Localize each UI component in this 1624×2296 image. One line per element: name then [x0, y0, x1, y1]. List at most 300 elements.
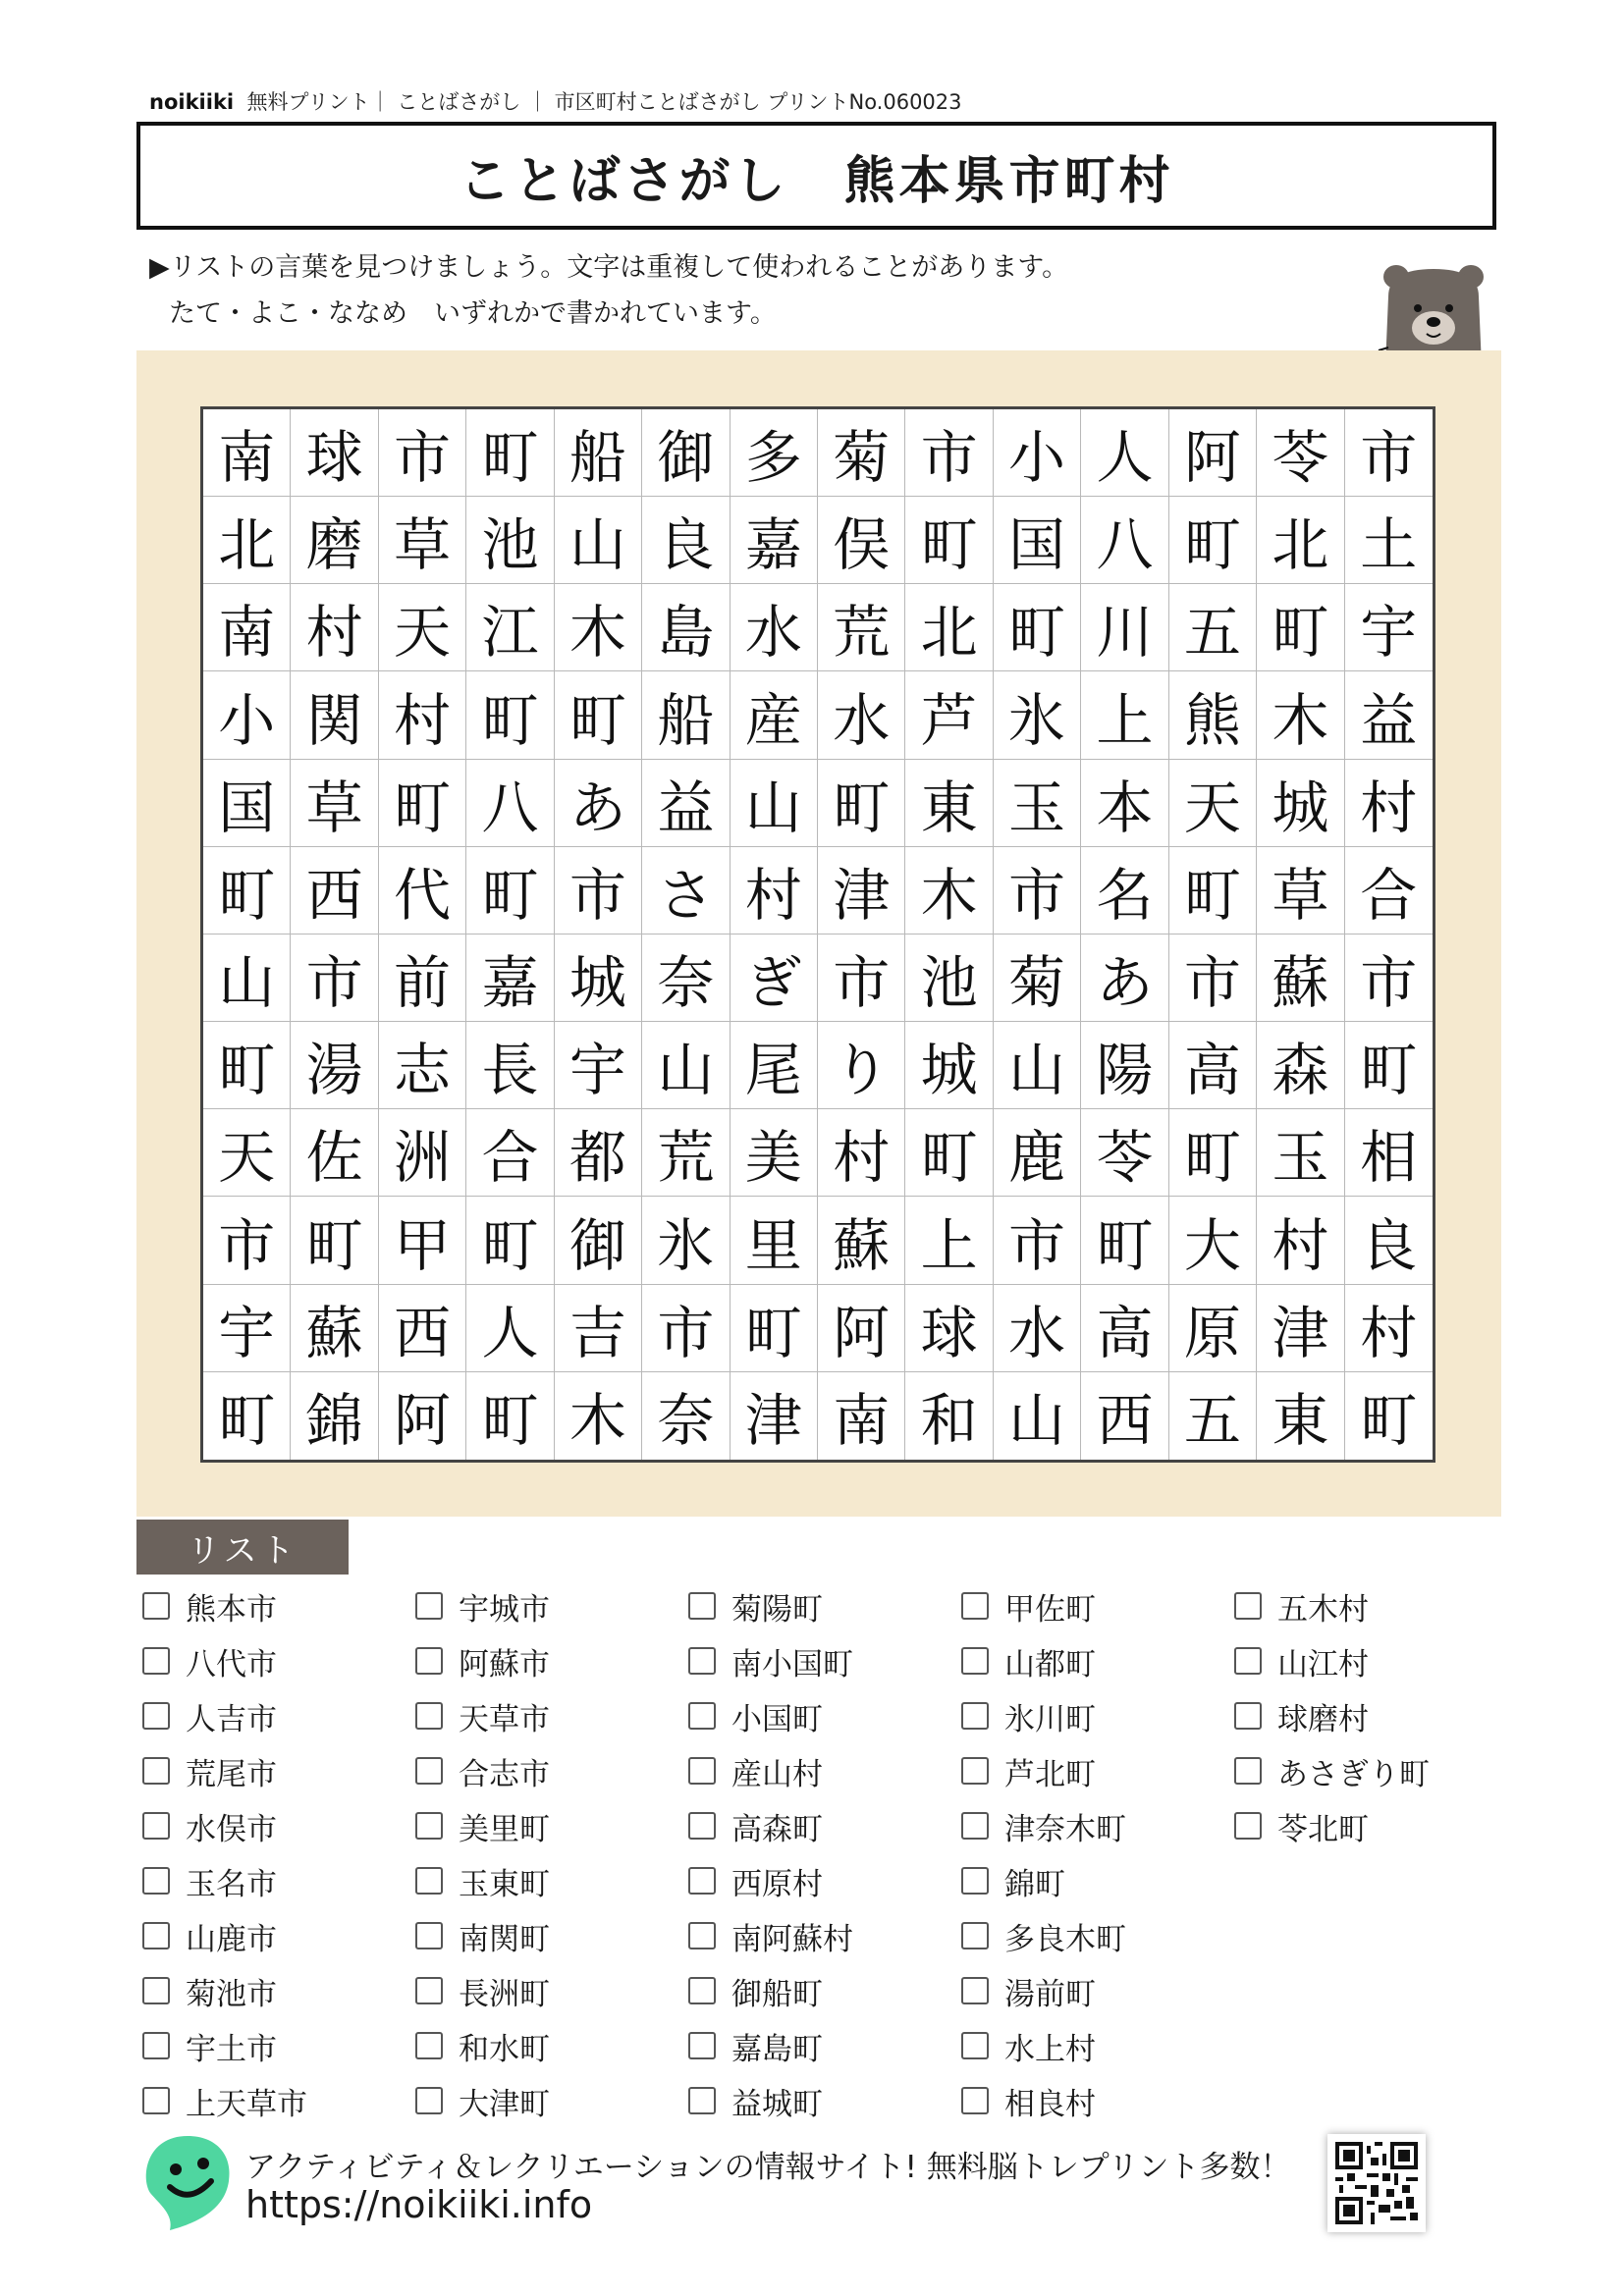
- list-item-label: 玉名市: [186, 1866, 277, 1902]
- grid-cell: 上: [905, 1197, 993, 1284]
- grid-cell: 御: [555, 1197, 642, 1284]
- checkbox[interactable]: [142, 1867, 170, 1895]
- grid-cell: 町: [466, 847, 554, 934]
- grid-cell: 天: [203, 1109, 291, 1197]
- list-item: [961, 1578, 1126, 1633]
- word-list-column-1: [142, 1578, 307, 2128]
- checkbox[interactable]: [142, 1647, 170, 1675]
- checkbox[interactable]: [688, 1757, 716, 1785]
- checkbox[interactable]: [142, 1592, 170, 1620]
- list-item: [1234, 1743, 1430, 1798]
- checkbox[interactable]: [961, 1647, 989, 1675]
- list-item: [1234, 1798, 1430, 1853]
- grid-cell: 阿: [379, 1372, 466, 1460]
- word-list-column-4: [961, 1578, 1126, 2128]
- checkbox[interactable]: [961, 1757, 989, 1785]
- grid-cell: 吉: [555, 1285, 642, 1372]
- list-item-label: 山江村: [1277, 1646, 1369, 1682]
- checkbox[interactable]: [688, 1592, 716, 1620]
- list-item: [415, 1908, 550, 1963]
- title-box: [136, 122, 1496, 230]
- list-item-label: 球磨村: [1277, 1701, 1369, 1737]
- checkbox[interactable]: [688, 2087, 716, 2114]
- grid-cell: 町: [994, 584, 1081, 671]
- checkbox[interactable]: [961, 1867, 989, 1895]
- grid-cell: 山: [642, 1022, 730, 1109]
- checkbox[interactable]: [415, 1592, 443, 1620]
- grid-cell: 東: [905, 760, 993, 847]
- grid-cell: 荒: [818, 584, 905, 671]
- checkbox[interactable]: [1234, 1647, 1262, 1675]
- grid-cell: 城: [905, 1022, 993, 1109]
- list-item-label: 宇土市: [186, 2031, 277, 2067]
- grid-cell: 村: [291, 584, 378, 671]
- checkbox[interactable]: [961, 1812, 989, 1840]
- grid-cell: 市: [1345, 934, 1433, 1022]
- grid-cell: 市: [291, 934, 378, 1022]
- grid-cell: 船: [555, 409, 642, 497]
- list-item-label: 甲佐町: [1004, 1591, 1096, 1628]
- checkbox[interactable]: [142, 2087, 170, 2114]
- grid-cell: 市: [642, 1285, 730, 1372]
- grid-cell: 小: [203, 671, 291, 759]
- list-item-label: 南小国町: [731, 1646, 853, 1682]
- grid-cell: 相: [1345, 1109, 1433, 1197]
- grid-cell: 市: [905, 409, 993, 497]
- grid-cell: 村: [1257, 1197, 1344, 1284]
- grid-cell: 市: [1345, 409, 1433, 497]
- checkbox[interactable]: [961, 2087, 989, 2114]
- list-item-label: 嘉島町: [731, 2031, 823, 2067]
- grid-cell: 球: [905, 1285, 993, 1372]
- grid-cell: 町: [466, 1197, 554, 1284]
- checkbox[interactable]: [961, 1977, 989, 2004]
- grid-cell: 嘉: [731, 497, 818, 584]
- word-list-column-2: [415, 1578, 550, 2128]
- instruction-line-2: たて・よこ・ななめ いずれかで書かれています。: [169, 298, 777, 329]
- list-item: [142, 2018, 307, 2073]
- list-item: [415, 2018, 550, 2073]
- list-item: [1234, 1633, 1430, 1688]
- list-item: [961, 1963, 1126, 2018]
- list-item: [961, 1853, 1126, 1908]
- grid-cell: 嘉: [466, 934, 554, 1022]
- grid-cell: 森: [1257, 1022, 1344, 1109]
- grid-cell: 町: [203, 847, 291, 934]
- grid-cell: 益: [1345, 671, 1433, 759]
- checkbox[interactable]: [415, 2032, 443, 2059]
- list-item-label: 菊池市: [186, 1976, 277, 2012]
- grid-cell: 西: [1081, 1372, 1168, 1460]
- grid-cell: 蘇: [818, 1197, 905, 1284]
- grid-cell: 五: [1169, 584, 1257, 671]
- list-item-label: 南阿蘇村: [731, 1921, 853, 1957]
- grid-cell: 船: [642, 671, 730, 759]
- list-item: [961, 2018, 1126, 2073]
- grid-cell: 人: [1081, 409, 1168, 497]
- grid-cell: 城: [555, 934, 642, 1022]
- list-item-label: 人吉市: [186, 1701, 277, 1737]
- grid-cell: 水: [731, 584, 818, 671]
- list-item: [415, 1798, 550, 1853]
- grid-cell: 村: [818, 1109, 905, 1197]
- grid-cell: 津: [1257, 1285, 1344, 1372]
- grid-cell: 山: [994, 1022, 1081, 1109]
- list-item-label: 熊本市: [186, 1591, 277, 1628]
- list-item-label: 合志市: [459, 1756, 550, 1792]
- grid-cell: 良: [642, 497, 730, 584]
- checkbox[interactable]: [1234, 1757, 1262, 1785]
- checkbox[interactable]: [415, 1922, 443, 1949]
- grid-cell: 湯: [291, 1022, 378, 1109]
- grid-cell: 蘇: [1257, 934, 1344, 1022]
- list-item-label: 産山村: [731, 1756, 823, 1792]
- grid-cell: 市: [379, 409, 466, 497]
- grid-cell: 西: [379, 1285, 466, 1372]
- grid-cell: 甲: [379, 1197, 466, 1284]
- checkbox[interactable]: [961, 1702, 989, 1730]
- grid-cell: 津: [731, 1372, 818, 1460]
- checkbox[interactable]: [415, 1647, 443, 1675]
- list-item-label: あさぎり町: [1277, 1756, 1430, 1792]
- grid-cell: 土: [1345, 497, 1433, 584]
- grid-cell: 北: [1257, 497, 1344, 584]
- grid-cell: 江: [466, 584, 554, 671]
- grid-cell: 市: [203, 1197, 291, 1284]
- checkbox[interactable]: [688, 1867, 716, 1895]
- list-item: [688, 1743, 853, 1798]
- grid-cell: 町: [905, 1109, 993, 1197]
- list-item-label: 菊陽町: [731, 1591, 823, 1628]
- list-item-label: 相良村: [1004, 2086, 1096, 2122]
- list-item: [688, 1633, 853, 1688]
- grid-cell: 和: [905, 1372, 993, 1460]
- grid-cell: 合: [1345, 847, 1433, 934]
- checkbox[interactable]: [142, 1702, 170, 1730]
- grid-cell: 町: [1169, 1109, 1257, 1197]
- checkbox[interactable]: [961, 1922, 989, 1949]
- grid-cell: 町: [466, 1372, 554, 1460]
- list-item: [142, 1798, 307, 1853]
- list-item: [961, 1798, 1126, 1853]
- list-item-label: 御船町: [731, 1976, 823, 2012]
- grid-cell: 良: [1345, 1197, 1433, 1284]
- list-item-label: 五木村: [1277, 1591, 1369, 1628]
- grid-cell: 町: [466, 409, 554, 497]
- list-item: [1234, 1578, 1430, 1633]
- list-item-label: 氷川町: [1004, 1701, 1096, 1737]
- list-item: [142, 1743, 307, 1798]
- grid-cell: 町: [1169, 497, 1257, 584]
- grid-cell: 美: [731, 1109, 818, 1197]
- grid-cell: 尾: [731, 1022, 818, 1109]
- grid-cell: 人: [466, 1285, 554, 1372]
- grid-cell: 氷: [642, 1197, 730, 1284]
- list-item: [142, 2073, 307, 2128]
- grid-cell: 町: [1257, 584, 1344, 671]
- list-item: [142, 1633, 307, 1688]
- list-item: [142, 1578, 307, 1633]
- grid-cell: 俣: [818, 497, 905, 584]
- grid-cell: り: [818, 1022, 905, 1109]
- grid-cell: 草: [291, 760, 378, 847]
- grid-cell: 都: [555, 1109, 642, 1197]
- list-item: [688, 1578, 853, 1633]
- grid-cell: 町: [379, 760, 466, 847]
- grid-cell: 町: [1360, 1387, 1418, 1455]
- list-item: [688, 1853, 853, 1908]
- list-item: [415, 1853, 550, 1908]
- grid-cell: 八: [466, 760, 554, 847]
- grid-cell: 町: [1345, 1022, 1433, 1109]
- list-item-label: 水上村: [1004, 2031, 1096, 2067]
- list-item: [142, 1963, 307, 2018]
- list-item: [688, 2073, 853, 2128]
- grid-cell: 町: [555, 671, 642, 759]
- grid-cell: 草: [379, 497, 466, 584]
- grid-cell: 市: [994, 1197, 1081, 1284]
- grid-cell: 八: [1081, 497, 1168, 584]
- grid-cell: 阿: [1169, 409, 1257, 497]
- list-tab: リスト: [136, 1520, 349, 1575]
- checkbox[interactable]: [415, 1702, 443, 1730]
- grid-cell: 町: [203, 1022, 291, 1109]
- grid-cell: 陽: [1081, 1022, 1168, 1109]
- checkbox[interactable]: [961, 1592, 989, 1620]
- grid-cell: 奈: [642, 1372, 730, 1460]
- grid-cell: 御: [642, 409, 730, 497]
- list-item-label: 天草市: [459, 1701, 550, 1737]
- grid-cell: 大: [1169, 1197, 1257, 1284]
- grid-cell: 国: [203, 760, 291, 847]
- grid-cell: 山: [203, 934, 291, 1022]
- list-item-label: 錦町: [1004, 1866, 1065, 1902]
- grid-cell: 木: [1257, 671, 1344, 759]
- grid-cell: 天: [1169, 760, 1257, 847]
- list-item: [415, 1633, 550, 1688]
- list-item: [688, 1908, 853, 1963]
- footer-url-link[interactable]: https://noikiiki.info: [245, 2183, 593, 2226]
- list-item-label: 益城町: [731, 2086, 823, 2122]
- grid-cell: 水: [818, 671, 905, 759]
- grid-cell: 合: [466, 1109, 554, 1197]
- list-item-label: 苓北町: [1277, 1811, 1369, 1847]
- checkbox[interactable]: [688, 1922, 716, 1949]
- checkbox[interactable]: [415, 1867, 443, 1895]
- list-item-label: 上天草市: [186, 2086, 307, 2122]
- grid-cell: 町: [466, 671, 554, 759]
- list-item: [688, 1688, 853, 1743]
- grid-cell: 球: [291, 409, 378, 497]
- checkbox[interactable]: [1234, 1592, 1262, 1620]
- grid-cell: 町: [731, 1285, 818, 1372]
- grid-cell: 市: [994, 847, 1081, 934]
- grid-cell: 高: [1169, 1022, 1257, 1109]
- grid-cell: 町: [818, 760, 905, 847]
- grid-cell: 南: [203, 409, 291, 497]
- list-item: [961, 1908, 1126, 1963]
- list-item: [415, 1963, 550, 2018]
- grid-cell: 里: [731, 1197, 818, 1284]
- grid-cell: 村: [1345, 760, 1433, 847]
- grid-cell: 草: [1257, 847, 1344, 934]
- grid-cell: 磨: [291, 497, 378, 584]
- checkbox[interactable]: [961, 2032, 989, 2059]
- list-item: [688, 1798, 853, 1853]
- grid-cell: 奈: [642, 934, 730, 1022]
- grid-cell: 芦: [905, 671, 993, 759]
- list-item: [415, 2073, 550, 2128]
- grid-cell: 産: [731, 671, 818, 759]
- checkbox[interactable]: [688, 1647, 716, 1675]
- list-item: [1234, 1688, 1430, 1743]
- checkbox[interactable]: [415, 1757, 443, 1785]
- grid-cell: 前: [379, 934, 466, 1022]
- checkbox[interactable]: [142, 1977, 170, 2004]
- checkbox[interactable]: [688, 1812, 716, 1840]
- word-list-column-3: [688, 1578, 853, 2128]
- grid-cell: 苓: [1257, 409, 1344, 497]
- grid-cell: 天: [379, 584, 466, 671]
- list-item-label: 芦北町: [1004, 1756, 1096, 1792]
- list-item: [142, 1853, 307, 1908]
- list-item-label: 津奈木町: [1004, 1811, 1126, 1847]
- list-item-label: 荒尾市: [186, 1756, 277, 1792]
- list-item-label: 美里町: [459, 1811, 550, 1847]
- list-item-label: 山鹿市: [186, 1921, 277, 1957]
- noikiiki-logo-icon: [140, 2132, 235, 2232]
- footer-text: アクティビティ＆レクリエーションの情報サイト! 無料脳トレプリント多数！: [245, 2150, 1291, 2185]
- grid-cell: 水: [994, 1285, 1081, 1372]
- grid-cell: 国: [994, 497, 1081, 584]
- grid-cell: 西: [291, 847, 378, 934]
- grid-cell: 北: [203, 497, 291, 584]
- grid-cell: 玉: [994, 760, 1081, 847]
- grid-cell: 菊: [818, 409, 905, 497]
- grid-cell: 名: [1081, 847, 1168, 934]
- grid-cell: 市: [555, 847, 642, 934]
- checkbox[interactable]: [415, 1812, 443, 1840]
- grid-cell: 阿: [818, 1285, 905, 1372]
- grid-cell: 本: [1081, 760, 1168, 847]
- grid-cell: 東: [1257, 1372, 1344, 1460]
- grid-cell: 町: [291, 1197, 378, 1284]
- grid-cell: 関: [291, 671, 378, 759]
- list-item: [415, 1578, 550, 1633]
- grid-cell: 五: [1169, 1372, 1257, 1460]
- list-item-label: 湯前町: [1004, 1976, 1096, 2012]
- grid-cell: 荒: [642, 1109, 730, 1197]
- grid-cell: 山: [555, 497, 642, 584]
- list-item: [415, 1743, 550, 1798]
- grid-cell: 川: [1081, 584, 1168, 671]
- list-item: [415, 1688, 550, 1743]
- grid-cell: 玉: [1257, 1109, 1344, 1197]
- list-item-label: 多良木町: [1004, 1921, 1126, 1957]
- breadcrumb-text: 無料プリント｜ ことばさがし ｜ 市区町村ことばさがし プリントNo.060023: [246, 90, 962, 114]
- list-item-label: 玉東町: [459, 1866, 550, 1902]
- checkbox[interactable]: [1234, 1812, 1262, 1840]
- list-item: [142, 1688, 307, 1743]
- word-list-column-5: [1234, 1578, 1430, 1853]
- checkbox[interactable]: [415, 1977, 443, 2004]
- checkbox[interactable]: [688, 2032, 716, 2059]
- checkbox[interactable]: [142, 1757, 170, 1785]
- page-title: ことばさがし 熊本県市町村: [459, 151, 1174, 211]
- grid-cell: あ: [1081, 934, 1168, 1022]
- list-item-label: 大津町: [459, 2086, 550, 2122]
- grid-cell: 益: [642, 760, 730, 847]
- list-item-label: 西原村: [731, 1866, 823, 1902]
- grid-cell: 山: [994, 1372, 1081, 1460]
- checkbox[interactable]: [415, 2087, 443, 2114]
- grid-cell: 氷: [994, 671, 1081, 759]
- grid-cell: 洲: [379, 1109, 466, 1197]
- grid-cell: 代: [379, 847, 466, 934]
- list-item-label: 和水町: [459, 2031, 550, 2067]
- checkbox[interactable]: [142, 1812, 170, 1840]
- grid-cell: 佐: [291, 1109, 378, 1197]
- grid-cell: 池: [466, 497, 554, 584]
- checkbox[interactable]: [142, 2032, 170, 2059]
- header-breadcrumb: [149, 86, 962, 116]
- grid-cell: 木: [905, 847, 993, 934]
- brand-name: noikiiki: [149, 90, 235, 114]
- grid-cell: 熊: [1169, 671, 1257, 759]
- grid-cell: 島: [642, 584, 730, 671]
- grid-cell: 宇: [1345, 584, 1433, 671]
- grid-cell: 津: [818, 847, 905, 934]
- list-item-label: 長洲町: [459, 1976, 550, 2012]
- grid-cell: 菊: [994, 934, 1081, 1022]
- list-item-label: 水俣市: [186, 1811, 277, 1847]
- list-item: [142, 1908, 307, 1963]
- grid-cell: 町: [1081, 1197, 1168, 1284]
- checkbox[interactable]: [1234, 1702, 1262, 1730]
- checkbox[interactable]: [142, 1922, 170, 1949]
- list-item: [961, 1688, 1126, 1743]
- grid-cell: 長: [466, 1022, 554, 1109]
- grid-cell: 池: [905, 934, 993, 1022]
- grid-cell: 城: [1257, 760, 1344, 847]
- grid-cell: 山: [731, 760, 818, 847]
- grid-cell: 村: [731, 847, 818, 934]
- grid-cell: さ: [642, 847, 730, 934]
- qr-code: [1327, 2134, 1426, 2232]
- grid-cell: 上: [1081, 671, 1168, 759]
- list-item: [961, 1633, 1126, 1688]
- grid-cell: 苓: [1081, 1109, 1168, 1197]
- grid-cell: 原: [1169, 1285, 1257, 1372]
- grid-cell: 町: [905, 497, 993, 584]
- list-item-label: 南関町: [459, 1921, 550, 1957]
- grid-cell: 錦: [291, 1372, 378, 1460]
- list-item-label: 山都町: [1004, 1646, 1096, 1682]
- grid-cell: 町: [1169, 847, 1257, 934]
- grid-cell: 宇: [555, 1022, 642, 1109]
- grid-cell: 村: [379, 671, 466, 759]
- list-item: [961, 1743, 1126, 1798]
- grid-cell: 南: [818, 1372, 905, 1460]
- checkbox[interactable]: [688, 1977, 716, 2004]
- checkbox[interactable]: [688, 1702, 716, 1730]
- grid-cell: 小: [994, 409, 1081, 497]
- grid-cell: 宇: [203, 1285, 291, 1372]
- grid-cell: 志: [379, 1022, 466, 1109]
- list-item: [688, 2018, 853, 2073]
- grid-cell: 市: [1169, 934, 1257, 1022]
- word-search-grid: [200, 406, 1435, 1463]
